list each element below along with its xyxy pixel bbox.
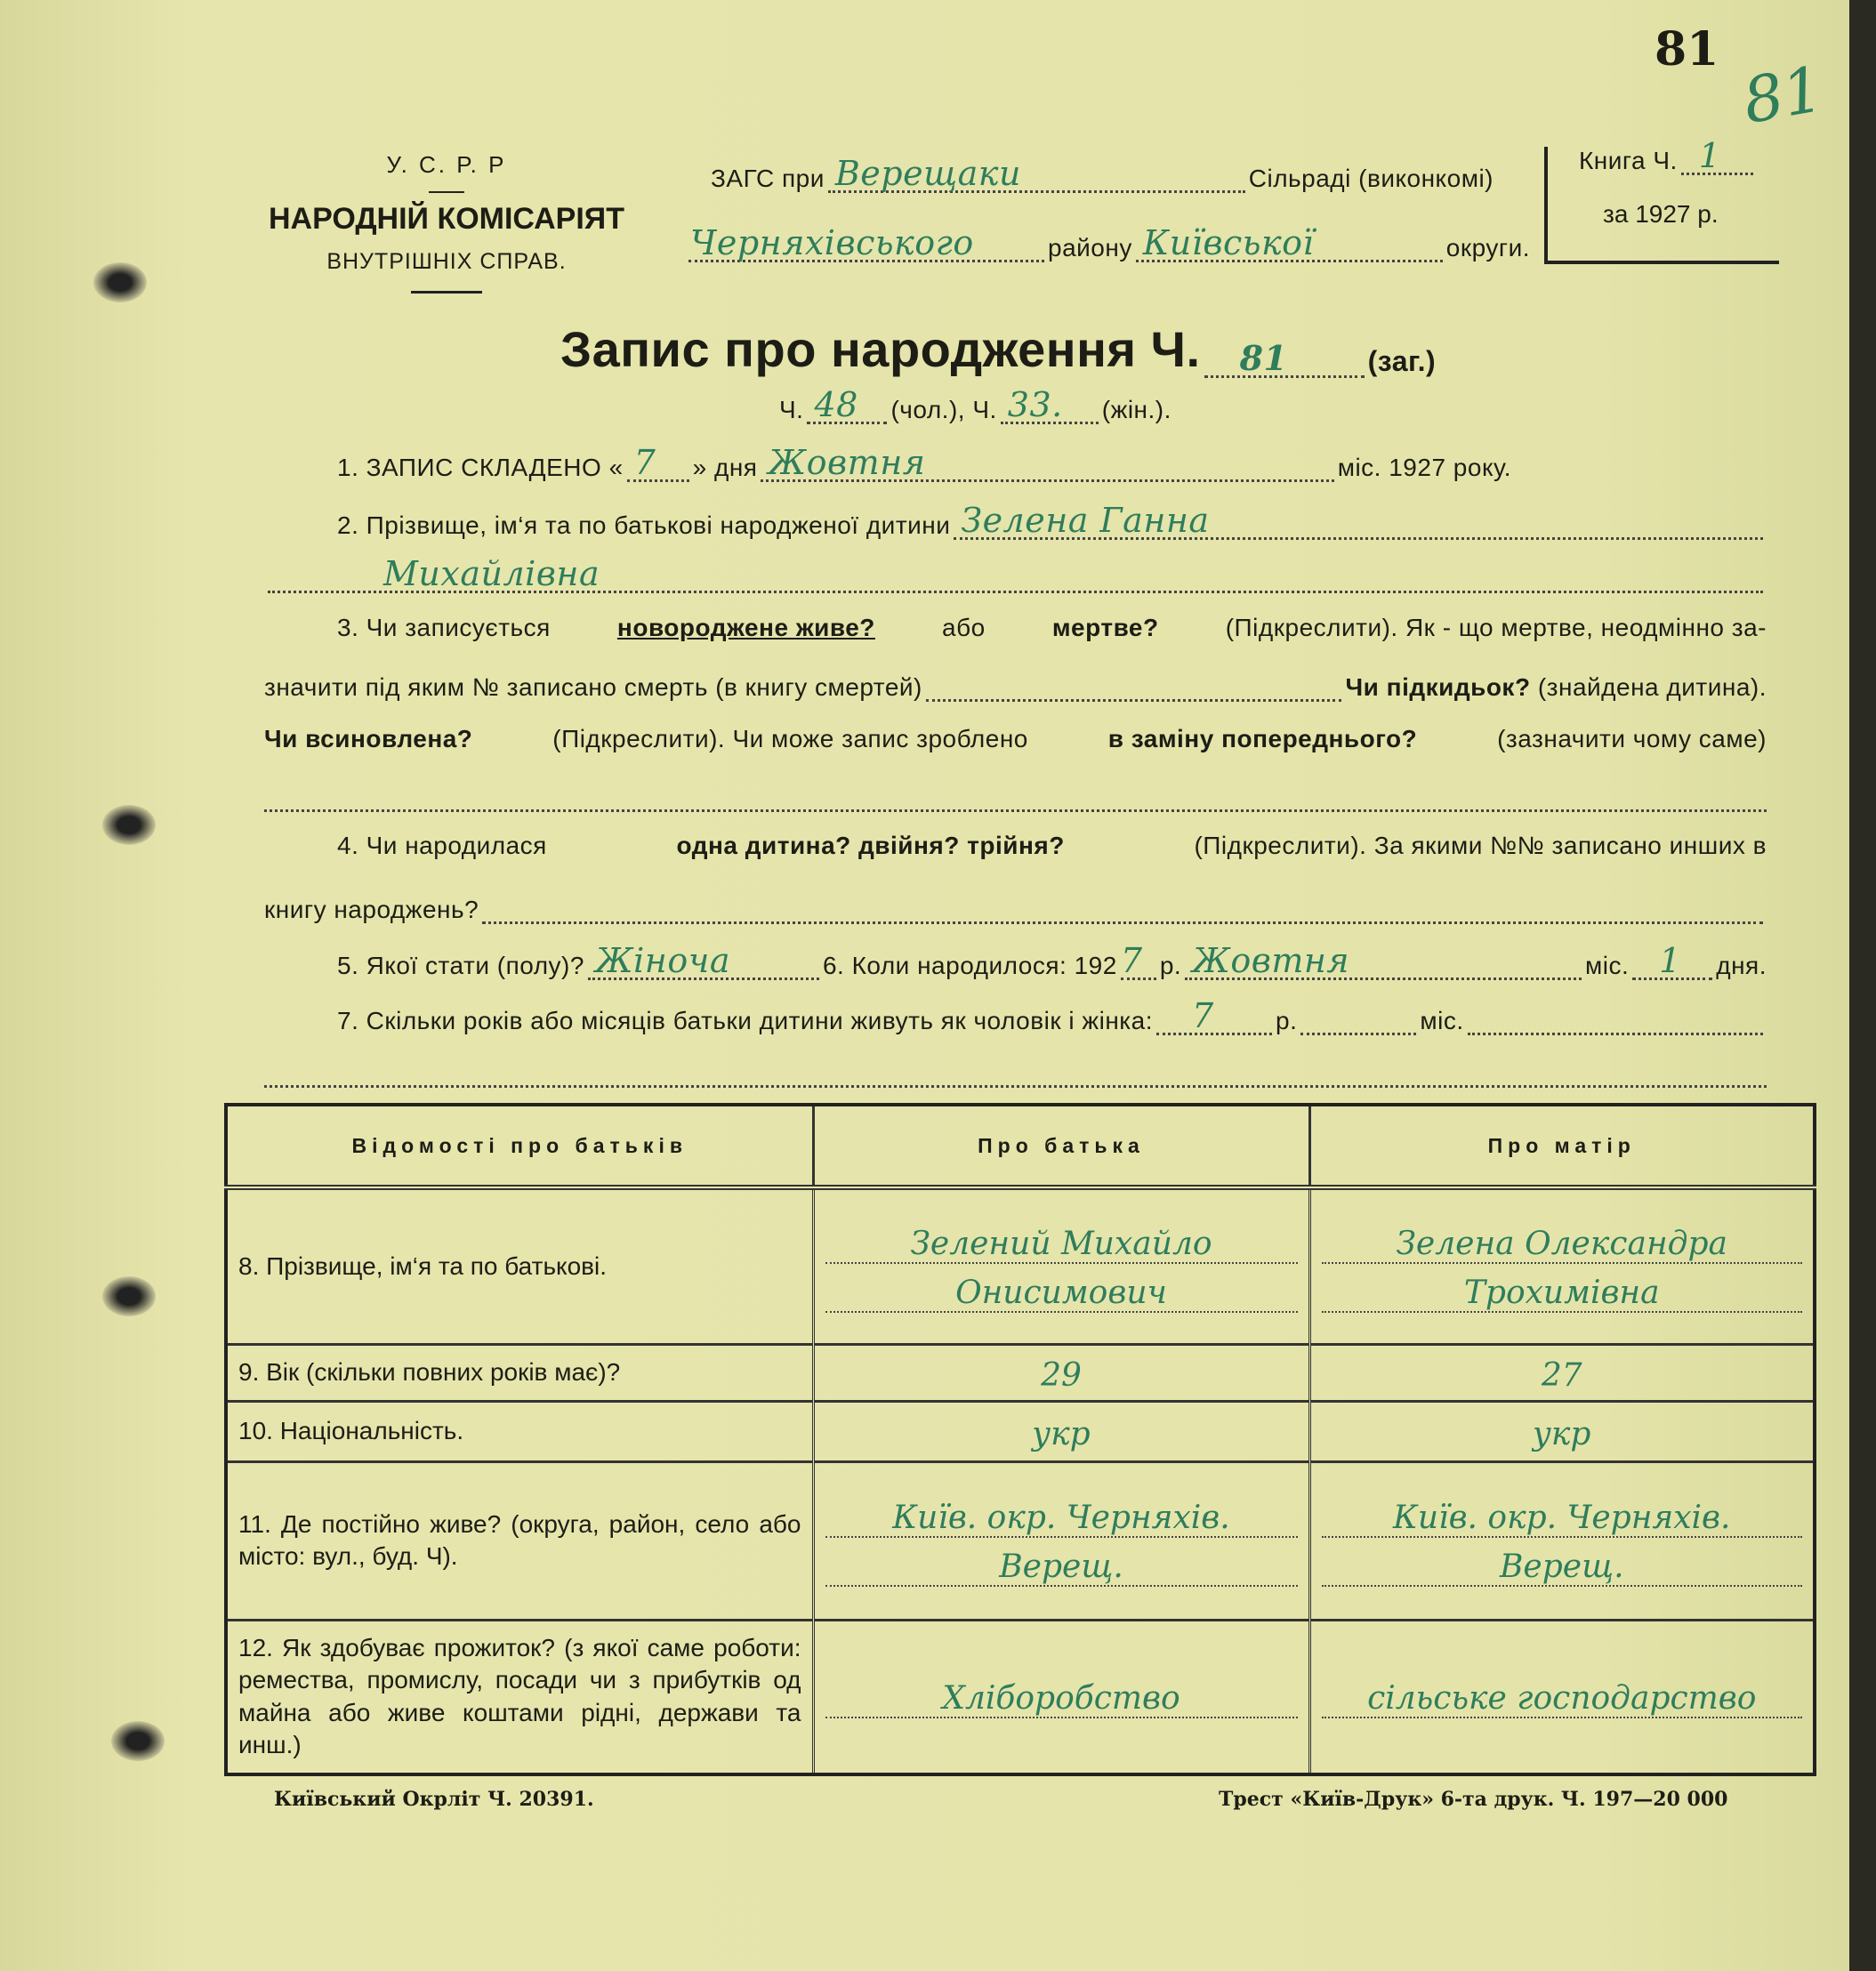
mother-cell [1309,1461,1815,1620]
divider [429,191,464,193]
handwritten-value: укр [1533,1415,1591,1452]
punch-hole [102,1276,156,1316]
other-births-field [482,891,1763,924]
label: міс. 1927 року. [1337,454,1511,481]
row-label: 8. Прізвище, ім‘я та по батькові. [226,1187,813,1344]
death-number-field [926,669,1342,702]
dotted-line [264,1085,1767,1088]
handwritten-value: Жіноча [594,941,730,980]
record-number-field [1204,338,1365,378]
punch-hole [93,262,147,302]
handwritten-value: Зелений Михайло [825,1220,1298,1264]
mother-cell [1309,1401,1815,1461]
mother-cell [1309,1620,1815,1774]
mother-cell [1309,1187,1815,1344]
option-alive: новороджене живе? [616,614,875,641]
row-label: 9. Вік (скільки повних років має)? [226,1344,813,1401]
female-number-field [1001,385,1099,424]
handwritten-value: сільське господарство [1322,1675,1803,1718]
parents-table [224,1103,1816,1776]
label: (Підкреслити). За якими №№ записано инших в [1194,832,1767,859]
handwritten-value: Трохимівна [1322,1269,1803,1313]
footer-left: Київський Окрліт Ч. 20391. [274,1788,594,1811]
father-cell [813,1620,1309,1774]
subnumbers-line [779,385,1277,424]
record-title [560,320,1503,378]
label: р. [1159,952,1182,979]
row-label: 12. Як здобуває прожиток? (з якої саме роботи: ремества, промислу, посади чи з прибутків од майна або живе коштами рідні, держави та инш.) [226,1620,813,1774]
birth-year-field [1120,941,1156,980]
punch-hole [102,805,156,845]
table-row [226,1620,1815,1774]
label: (чол.), Ч. [890,396,997,423]
divider [411,291,482,294]
father-cell [813,1187,1309,1344]
handwritten-value: 33. [1007,385,1063,424]
handwritten-value: 81 [1239,338,1288,378]
handwritten-value: 1 [1659,941,1681,980]
label: 4. Чи народилася [337,832,547,859]
label: 5. Якої стати (полу)? [337,952,584,979]
commissariat: НАРОДНІЙ КОМІСАРІЯТ [269,202,624,236]
birth-month-field [1185,941,1582,980]
handwritten-value: Черняхівського [690,223,974,262]
table-header-row [226,1105,1815,1187]
label: Сільраді (виконкомі) [1248,165,1494,192]
table-row [226,1401,1815,1461]
option-single-twins-triplets: одна дитина? двійня? трійня? [676,832,1065,859]
sex-field [588,941,819,980]
years-field [1156,996,1272,1035]
option-dead: мертве? [1051,614,1159,641]
handwritten-value: 48 [814,385,858,424]
handwritten-value: 29 [1041,1356,1082,1394]
zags-village-field [828,154,1245,193]
punch-hole [111,1721,165,1761]
okruha-field [1136,223,1443,262]
header-father: Про батька [813,1105,1309,1187]
handwritten-value: Київ. окр. Черняхів. [825,1494,1298,1538]
father-cell [813,1344,1309,1401]
male-number-field [807,385,887,424]
mother-cell [1309,1344,1815,1401]
district-field [688,223,1044,262]
father-cell [813,1461,1309,1620]
label: дня. [1716,952,1767,979]
handwritten-value: Жовтня [768,443,926,482]
department: ВНУТРІШНІХ СПРАВ. [326,249,567,274]
table-body [226,1187,1815,1774]
book-line [1579,136,1757,175]
child-name-field [954,501,1763,540]
handwritten-value: 7 [1192,996,1214,1035]
table-row [226,1344,1815,1401]
item-2 [337,501,1767,540]
issuer-block [242,151,651,310]
father-cell [813,1401,1309,1461]
item-7 [337,996,1767,1035]
label: ЗАГС при [711,165,825,192]
month-field [761,443,1333,482]
title-text: Запис про народження Ч. [560,321,1201,377]
table-row [226,1461,1815,1620]
handwritten-value: 27 [1541,1356,1582,1394]
label: значити під яким № записано смерть (в книгу смертей) [264,673,922,701]
book-field [1681,136,1753,175]
item-4-line-2 [264,891,1767,924]
label: Книга Ч. [1579,147,1678,174]
header-mother: Про матір [1309,1105,1815,1187]
label: 6. Коли народилося: 192 [822,952,1117,979]
label: району [1048,234,1132,261]
label: (Підкреслити). Чи може запис зроблено [552,725,1028,752]
page-number: 81 [1655,22,1719,76]
handwritten-value: Зелена Ганна [961,501,1210,540]
birth-day-field [1632,941,1712,980]
day-field [627,443,689,482]
handwritten-value: укр [1032,1415,1091,1452]
label: 2. Прізвище, ім‘я та по батькові народженої дитини [337,511,951,539]
label: міс. [1585,952,1630,979]
book-year: за 1927 р. [1603,200,1719,228]
item-5-6 [337,941,1767,980]
label: 3. Чи записується [337,614,551,641]
item-3-line-2 [264,669,1767,702]
row-label: 11. Де постійно живе? (округа, район, село або місто: вул., буд. Ч). [226,1461,813,1620]
handwritten-value: Київ. окр. Черняхів. [1322,1494,1803,1538]
item-3-line-3 [264,725,1767,753]
republic: У. С. Р. Р [386,151,507,178]
handwritten-value: Михайлівна [383,554,600,593]
label: (Підкреслити). Як - що мертве, неодмінно за- [1225,614,1767,641]
label: (зазначити чому саме) [1497,725,1767,752]
label: (жін.). [1101,396,1171,423]
label: округи. [1445,234,1530,261]
item-4-line-1 [337,832,1767,860]
handwritten-value: Жовтня [1192,941,1350,980]
page-number-handwritten: 81 [1737,52,1829,139]
handwritten-value: 7 [1120,941,1143,980]
handwritten-value: 7 [633,443,656,482]
table-row [226,1187,1815,1344]
handwritten-value: Хліборобство [825,1675,1298,1718]
handwritten-value: Зелена Олександра [1322,1220,1803,1264]
district-line [685,223,1530,262]
option-replacement: в заміну попереднього? [1107,725,1418,752]
handwritten-value: Верещ. [1322,1543,1803,1587]
label: (знайдена дитина). [1537,673,1767,701]
label: або [942,614,986,641]
footer-right: Трест «Київ-Друк» 6-та друк. Ч. 197—20 000 [1219,1788,1728,1811]
option-adopted: Чи всиновлена? [264,725,473,752]
label: книгу народжень? [264,896,479,923]
handwritten-value: Верещаки [834,154,1021,193]
label: міс. [1420,1007,1464,1034]
header-info: Відомості про батьків [226,1105,813,1187]
label: р. [1276,1007,1298,1034]
zags-line [711,154,1494,193]
months-field [1300,1002,1416,1035]
title-suffix: (заг.) [1367,345,1437,377]
dotted-line [264,809,1767,812]
child-name-field-2 [268,554,1763,593]
label: Ч. [779,396,804,423]
row-label: 10. Національність. [226,1401,813,1461]
item-3-line-1 [337,614,1767,642]
item-2-cont [264,554,1767,593]
label: 1. ЗАПИС СКЛАДЕНО « [337,454,624,481]
handwritten-value: Київської [1142,223,1315,262]
option-foundling: Чи підкидьок? [1345,673,1531,701]
handwritten-value: Верещ. [825,1543,1298,1587]
handwritten-value: 1 [1698,136,1721,175]
label: 7. Скільки років або місяців батьки дитини живуть як чоловік і жінка: [337,1007,1153,1034]
dotted-fill [1468,1002,1763,1035]
item-1 [337,443,1511,482]
scan-edge [1849,0,1876,1971]
label: » дня [692,454,758,481]
handwritten-value: Онисимович [825,1269,1298,1313]
